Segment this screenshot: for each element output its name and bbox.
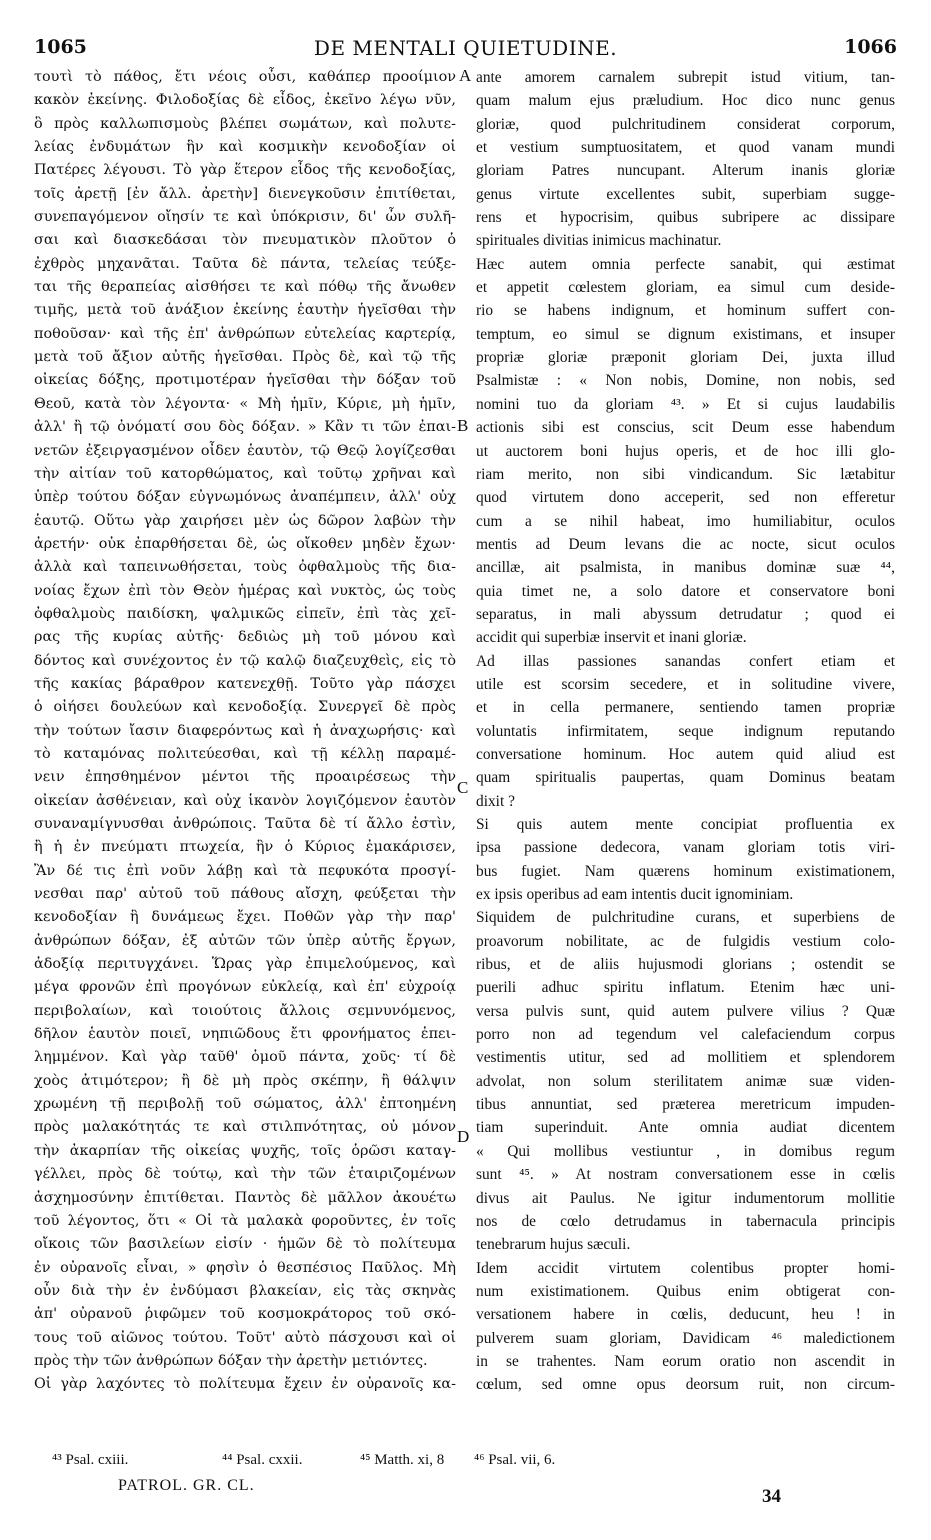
latin-text-line: ribus, et de aliis hujusmodi glorians ; ostendit se (476, 956, 895, 974)
greek-text-line: ὃ πρὸς καλλωπισμοὺς βλέπει σωμάτων, καὶ πολυτε- (34, 115, 456, 132)
greek-text-line: τοῖς ἀρετῇ [ἐν ἄλλ. ἀρετὴν] διενεγκοῦσιν ἐπιτίθεται, (34, 185, 456, 202)
latin-text-line: quia timet ne, a solo datore et conservatore boni (476, 582, 895, 600)
latin-text-line: gloriam Patres nuncupant. Alterum inanis gloriæ (476, 162, 895, 180)
latin-text-line: dixit ? (476, 792, 515, 810)
latin-text-line: proavorum nobilitate, ac de fulgidis vestium colo- (476, 932, 895, 950)
running-title: DE MENTALI QUIETUDINE. (313, 36, 618, 60)
greek-text-line: ται τῆς θεραπείας αἰσθήσει τε καὶ πόθῳ τῆς ἄνωθεν (34, 279, 456, 296)
greek-text-line: λημμένον. Καὶ γὰρ ταῦθ' ὁμοῦ πάντα, χοῦς· τί δὲ (34, 1049, 456, 1066)
greek-text-line: δόντος καὶ συνέχοντος ἐν τῷ καλῷ διαζευχθεὶς, εἰς τὸ (34, 652, 456, 669)
greek-text-line: τὴν ἀκαρπίαν τῆς οἰκείας ψυχῆς, τοῖς ὁρῶσι καταγ- (34, 1142, 456, 1159)
greek-text-line: ἀρετήν· οὐκ ἐπαρθήσεται δὲ, ὡς οἴκοθεν μηδὲν ἔχων· (34, 535, 456, 552)
greek-text-line: Οἱ γὰρ λαχόντες τὸ πολίτευμα ἔχειν ἐν οὐρανοῖς κα- (34, 1376, 456, 1393)
latin-text-line: ex ipsis operibus ad eam intentis ducit ignominiam. (476, 886, 794, 904)
latin-text-line: ipsa passione dedecora, vanam gloriam totis viri- (476, 839, 895, 857)
greek-text-line: ἀδοξίᾳ περιτυγχάνει. Ὥρας γὰρ ἐπιμελούμενος, καὶ (34, 956, 456, 973)
greek-text-line: νειν ἐπησθημένον μέντοι τῆς προαιρέσεως τὴν (34, 769, 456, 786)
latin-text-line: in se trahentes. Nam eorum oratio non ascendit in (476, 1352, 895, 1370)
greek-text-line: ἀνθρώπων δόξαν, ἐξ αὐτῶν τῶν ὑπὲρ αὐτῆς ἔργων, (34, 932, 456, 949)
greek-text-line: τιμῆς, μετὰ τοῦ ἀνάξιον ἐκείνης ἑαυτὴν ἡγεῖσθαι τὴν (34, 302, 456, 319)
latin-text-line: Ad illas passiones sanandas confert etiam et (476, 652, 895, 670)
latin-text-line: puerili adhuc spiritu inflatum. Etenim hæc uni- (476, 979, 895, 997)
latin-text-line: riam merito, non sibi vindicandum. Sic lætabitur (476, 465, 895, 483)
greek-text-line: ἀλλ' ἢ τῷ ὀνόματί σου δὸς δόξαν. » Κἂν τι τῶν ἐπαι- (34, 419, 456, 436)
latin-text-line: ut auctorem boni hujus operis, et de hoc illi glo- (476, 442, 895, 460)
latin-text-line: temptum, eo simul se dignum existimans, et insuper (476, 325, 895, 343)
latin-text-line: pulverem suam gloriam, Davidicam ⁴⁶ maledictionem (476, 1329, 895, 1347)
latin-text-line: versa pulvis sunt, quid autem pulvere vilius ? Quæ (476, 1002, 895, 1020)
greek-text-line: τους τοῦ αἰῶνος τούτου. Τοῦτ' αὐτὸ πάσχουσι καὶ οἱ (34, 1329, 456, 1346)
greek-text-line: μέγα φρονῶν ἐπὶ προγόνων εὐκλείᾳ, καὶ ἐπ' εὐχροίᾳ (34, 979, 456, 996)
greek-text-line: τὴν αἰτίαν τοῦ κατορθώματος, καὶ τοῦτῳ χρῆναι καὶ (34, 465, 456, 482)
greek-text-line: ἑαυτῷ. Οὕτω γὰρ χαιρήσει μὲν ὡς δῶρον λαβὼν τὴν (34, 512, 456, 529)
greek-text-line: μετὰ τοῦ ἄξιον αὐτῆς ἡγεῖσθαι. Πρὸς δὲ, καὶ τῷ τῆς (34, 349, 456, 366)
latin-text-line: ante amorem carnalem subrepit istud vitium, tan- (476, 69, 895, 86)
greek-text-line: ρας τῆς κυρίας αὐτῆς· δεδιὼς μὴ τοῦ μόνου καὶ (34, 629, 456, 646)
latin-text-line: tenebrarum hujus sæculi. (476, 1236, 631, 1254)
greek-text-line: ὀφθαλμοὺς παιδίσκη, ψαλμικῶς εἰπεῖν, ἐπὶ τὰς χεῖ- (34, 605, 456, 622)
greek-text-column (34, 66, 456, 1397)
latin-text-line: quam spiritualis paupertas, quam Dominus beatam (476, 769, 895, 787)
latin-text-line: rens et hypocrisim, quibus subripere ac dissipare (476, 209, 895, 227)
greek-text-line: ἀλλὰ καὶ ταπεινωθήσεται, τοὺς ὀφθαλμοὺς τῆς δια- (34, 559, 456, 576)
latin-text-line: accidit qui superbiæ inservit et inani gloriæ. (476, 629, 747, 647)
latin-text-line: versationem habere in cœlis, deducunt, heu ! in (476, 1306, 895, 1324)
greek-text-line: λείας ἐνδυμάτων ἣν καὶ κοσμικὴν κενοδοξίαν οἱ (34, 139, 456, 156)
footnote-44: ⁴⁴ Psal. cxxii. (222, 1452, 303, 1468)
latin-text-line: divus ait Paulus. Ne igitur indumentorum mollitie (476, 1189, 895, 1207)
greek-text-line: χοὸς ἀτιμότερον; ἢ δὲ μὴ πρὸς σκέπην, ἢ θάλψιν (34, 1072, 456, 1089)
patrologia-signature: PATROL. GR. CL. (118, 1477, 255, 1494)
latin-text-line: Si quis autem mente concipiat profluentia ex (476, 816, 895, 833)
greek-text-line: ἢ ἡ ἐν πνεύματι πτωχεία, ἣν ὁ Κύριος ἐμακάρισεν, (34, 839, 456, 856)
latin-text-line: propriæ gloriæ præponit gloriam Dei, juxta illud (476, 349, 895, 367)
page-header (34, 36, 897, 66)
latin-text-line: conversatione hominum. Hoc autem quid aliud est (476, 745, 895, 763)
greek-text-line: ἀσχημοσύνην ἐπιτίθεται. Παντὸς δὲ μᾶλλον ἀκουέτω (34, 1189, 456, 1206)
latin-text-line: Siquidem de pulchritudine curans, et superbiens de (476, 909, 895, 927)
greek-text-line: ὁ οἰήσει δουλεύων καὶ κενοδοξίᾳ. Συνεργεῖ δὲ πρὸς (34, 699, 456, 716)
latin-text-line: vestimentis utitur, sed ad mollitiem et splendorem (476, 1049, 895, 1067)
greek-text-line: κενοδοξίαν ἣ δυνάμεως ἔχει. Ποθῶν γὰρ τὴν παρ' (34, 909, 456, 926)
margin-marker-b: B (457, 416, 469, 435)
greek-text-line: ἐχθρὸς μηχανᾶται. Ταῦτα δὲ πάντα, τελείας τεύξε- (34, 255, 456, 272)
greek-text-line: τὸ καταμόνας πολιτεύεσθαι, καὶ τῇ κέλλῃ παραμέ- (34, 745, 456, 762)
margin-marker-a: A (459, 66, 472, 85)
greek-text-line: οὖν διὰ τὴν ἐν ἐνδύμασι βλακείαν, εἰς τὰς σκηνὰς (34, 1282, 456, 1299)
latin-text-line: num existimationem. Quibus enim obtigerat con- (476, 1282, 895, 1300)
greek-text-line: ἐν οὐρανοῖς εἶναι, » φησὶν ὁ θεσπέσιος Παῦλος. Μὴ (34, 1259, 456, 1276)
greek-text-line: ποθοῦσαν· καὶ τῆς ἐπ' ἀνθρώπων εὐτελείας καρτερίᾳ, (34, 325, 456, 342)
greek-text-line: συνεπαγόμενον οἴησίν τε καὶ ὑπόκρισιν, δι' ὧν συλῆ- (34, 209, 456, 226)
latin-text-line: Hæc autem omnia perfecte sanabit, qui æstimat (476, 255, 895, 273)
latin-text-line: et in cella permanere, sentiendo tamen propriæ (476, 699, 895, 717)
greek-text-line: γέλλει, πρὸς δὲ τούτῳ, καὶ τὴν τῶν ἑταιριζομένων (34, 1166, 456, 1183)
greek-text-line: νοίας ἔχων ἐπὶ τὸν Θεὸν ἡμέρας καὶ νυκτὸς, ὡς τοὺς (34, 582, 456, 599)
greek-text-line: κακὸν ἐκείνης. Φιλοδοξίας δὲ εἶδος, ἐκεῖνο λέγω νῦν, (34, 92, 456, 109)
latin-text-line: cœlum, sed omne opus deorsum ruit, non circum- (476, 1376, 895, 1394)
greek-text-line: σαι καὶ διασκεδάσαι τὸν πνευματικὸν πλοῦτον ὁ (34, 232, 456, 249)
greek-text-line: ἀπ' οὐρανοῦ ῥιφῶμεν τοῦ κοσμοκράτορος τοῦ σκό- (34, 1306, 456, 1323)
footnote-43: ⁴³ Psal. cxiii. (52, 1452, 129, 1468)
latin-text-line: Idem accidit virtutem colentibus propter homi- (476, 1259, 895, 1277)
margin-marker-d: D (457, 1127, 470, 1146)
latin-text-line: utile est scorsim secedere, et in solitudine vivere, (476, 675, 895, 693)
greek-text-line: Ἂν δέ τις ἐπὶ νοῦν λάβῃ καὶ τὰ πεφυκότα προσγί- (34, 862, 456, 879)
footnote-45: ⁴⁵ Matth. xi, 8 (360, 1452, 445, 1468)
page-number-right: 1066 (844, 36, 897, 58)
greek-text-line: τουτὶ τὸ πάθος, ἔτι νέοις οὖσι, καθάπερ προοίμιον (34, 69, 456, 85)
greek-text-line: τοῦ λέγοντος, ὅτι « Οἱ τὰ μαλακὰ φοροῦντες, ἐν τοῖς (34, 1212, 456, 1229)
greek-text-line: οἰκείας δόξης, προτιμοτέραν ἡγεῖσθαι τὴν δόξαν τοῦ (34, 372, 456, 389)
latin-text-line: et vestium sumptuositatem, et quod vanam mundi (476, 139, 895, 157)
latin-text-column (476, 66, 895, 1397)
latin-text-line: sunt ⁴⁵. » At nostram conversationem esse in cœlis (476, 1166, 895, 1184)
latin-text-line: rio se habens indignum, et hominum suffert con- (476, 302, 895, 320)
margin-marker-c: C (457, 778, 469, 797)
latin-text-line: et appetit cœlestem gloriam, ea simul cum deside- (476, 279, 895, 297)
gathering-signature: 34 (762, 1486, 781, 1507)
greek-text-line: πρὸς μαλακότητάς τε καὶ στιλπνότητας, οὐ μόνον (34, 1119, 456, 1136)
latin-text-line: tibus annuntiat, sed præterea meretricum impuden- (476, 1096, 895, 1114)
latin-text-line: spirituales divitias inimicus machinatur. (476, 232, 722, 250)
latin-text-line: ancillæ, ait psalmista, in manibus dominæ suæ ⁴⁴, (476, 559, 895, 577)
latin-text-line: quod virtutem dono acceperit, sed non efferetur (476, 489, 895, 507)
greek-text-line: Θεοῦ, κατὰ τὸν λέγοντα· « Μὴ ἡμῖν, Κύριε, μὴ ἡμῖν, (34, 395, 456, 412)
latin-text-line: genus virtute excellentes subit, superbiam sugge- (476, 185, 895, 203)
greek-text-line: τὴν τούτων ἴασιν διαφερόντως καὶ ἡ ἀναχωρήσις· καὶ (34, 722, 456, 739)
greek-text-line: οἴκοις τῶν βασιλείων εἰσίν · ἡμῶν δὲ τὸ πολίτευμα (34, 1236, 456, 1253)
latin-text-line: separatus, in mali abyssum detrudatur ; quod ei (476, 605, 895, 623)
latin-text-line: nos de cœlo detrudamus in tabernacula principis (476, 1212, 895, 1230)
greek-text-line: πρὸς τὴν τῶν ἀνθρώπων δόξαν τὴν ἀρετὴν μετιόντες. (34, 1352, 428, 1369)
latin-text-line: actionis sibi est conscius, scit Deum esse habendum (476, 419, 895, 437)
greek-text-line: ὑπὲρ τούτου δόξαν εὐγνωμόνως ἀναπέμπειν, ἀλλ' οὐχ (34, 489, 456, 506)
greek-text-line: δῆλον ἑαυτὸν ποιεῖ, νηπιῶδους ἔτι φρονήματος ἐπει- (34, 1026, 456, 1043)
latin-text-line: Psalmistæ : « Non nobis, Domine, non nobis, sed (476, 372, 895, 390)
greek-text-line: τῆς κακίας βάραθρον κατενεχθῇ. Τοῦτο γὰρ πάσχει (34, 675, 456, 692)
greek-text-line: περιβολαίων, καὶ τοιούτοις ἄλλοις σεμνυνόμενος, (34, 1002, 456, 1019)
latin-text-line: « Qui mollibus vestiuntur , in domibus regum (476, 1142, 895, 1160)
latin-text-line: cum a se nihil habeat, imo humiliabitur, oculos (476, 512, 895, 530)
greek-text-line: χρωμένη τῇ περιβολῇ τοῦ σώματος, ἀλλ' ἐπτοημένη (34, 1096, 456, 1113)
greek-text-line: συναναμίγνυσθαι ἀνθρώποις. Ταῦτα δὲ τί ἄλλο ἐστὶν, (34, 816, 456, 832)
greek-text-line: οἰκείαν ἀσθένειαν, καὶ οὐχ ἱκανὸν λογιζόμενον ἑαυτὸν (34, 792, 456, 809)
latin-text-line: quam malum ejus præludium. Hoc dico nunc genus (476, 92, 895, 110)
latin-text-line: tiam superinduit. Ante omnia audiat dicentem (476, 1119, 895, 1137)
latin-text-line: bus fugiet. Nam quærens hominum existimationem, (476, 862, 895, 880)
latin-text-line: advolat, non solum sterilitatem animæ suæ viden- (476, 1072, 895, 1090)
footnote-46: ⁴⁶ Psal. vii, 6. (474, 1452, 556, 1468)
greek-text-line: Πατέρες λέγουσι. Τὸ γὰρ ἕτερον εἶδος τῆς κενοδοξίας, (34, 162, 456, 179)
latin-text-line: gloriæ, quod pulchritudinem considerat corporum, (476, 115, 895, 133)
page-number-left: 1065 (34, 36, 87, 58)
latin-text-line: nomini tuo da gloriam ⁴³. » Et si cujus laudabilis (476, 395, 895, 413)
greek-text-line: νεσθαι παρ' αὐτοῦ τοῦ πάθους αἴσχη, φεύξεται τὴν (34, 886, 456, 903)
latin-text-line: porro non ad tegendum vel calefaciendum corpus (476, 1026, 895, 1044)
latin-text-line: mentis ad Deum levans die ac nocte, sicut oculos (476, 535, 895, 553)
greek-text-line: νετῶν ἐξειργασμένον οἶδεν ἑαυτὸν, τῷ Θεῷ λογίζεσθαι (34, 442, 456, 459)
latin-text-line: voluntatis infirmitatem, seque indignum reputando (476, 722, 895, 740)
